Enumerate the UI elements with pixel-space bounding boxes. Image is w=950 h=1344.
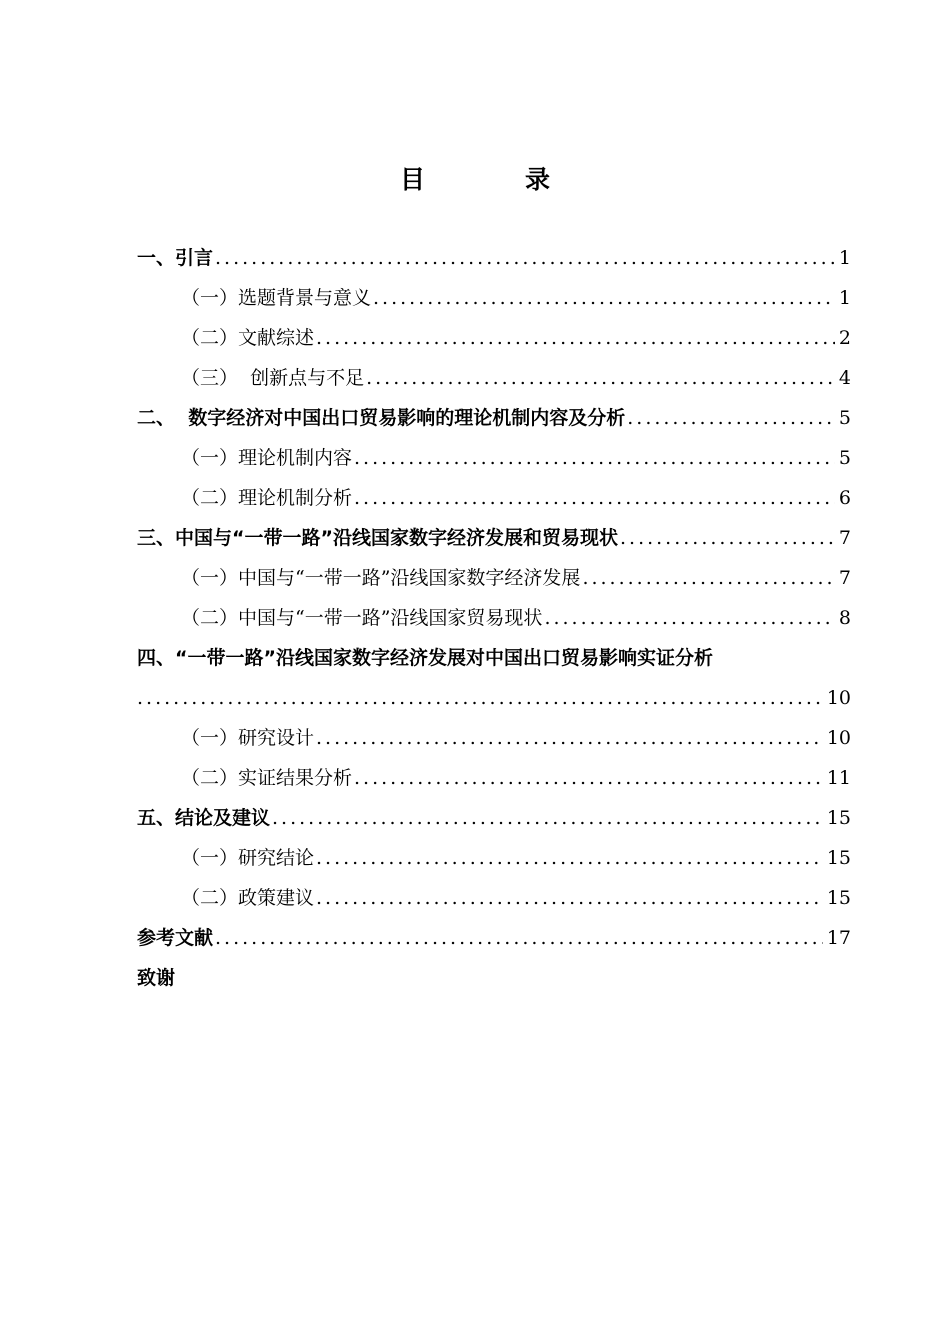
dot-leader <box>354 758 823 798</box>
title-char-1: 目 <box>399 165 425 194</box>
toc-entry-label: （一）中国与“一带一路”沿线国家数字经济发展 <box>181 567 581 589</box>
toc-entry-page: 15 <box>826 807 851 829</box>
toc-entry-page: 1 <box>838 247 851 269</box>
toc-entry-page: 7 <box>838 567 851 589</box>
table-of-contents <box>137 238 851 998</box>
toc-entry-policy[interactable] <box>137 878 851 918</box>
toc-entry-page: 17 <box>826 927 851 949</box>
toc-entry-literature-review[interactable] <box>137 318 851 358</box>
dot-leader <box>215 238 835 278</box>
toc-entry-label: 一、引言 <box>137 247 214 269</box>
dot-leader <box>366 358 835 398</box>
toc-entry-label: （一）研究设计 <box>181 727 315 749</box>
toc-entry-digital-economy[interactable] <box>137 558 851 598</box>
dot-leader <box>137 678 823 718</box>
toc-entry-label: （二）实证结果分析 <box>181 767 353 789</box>
toc-entry-label: （一）理论机制内容 <box>181 447 353 469</box>
dot-leader <box>316 318 835 358</box>
toc-entry-background[interactable] <box>137 278 851 318</box>
toc-entry-theory-content[interactable] <box>137 438 851 478</box>
toc-entry-page: 10 <box>826 727 851 749</box>
toc-entry-trade-status[interactable] <box>137 598 851 638</box>
toc-entry-page: 4 <box>838 367 851 389</box>
toc-entry-page: 8 <box>838 607 851 629</box>
toc-entry-label: 参考文献 <box>137 927 214 949</box>
dot-leader <box>316 838 823 878</box>
toc-entry-page: 5 <box>838 407 851 429</box>
toc-entry-acknowledgements[interactable] <box>137 958 851 998</box>
dot-leader <box>544 598 834 638</box>
toc-entry-empirical[interactable] <box>137 638 851 718</box>
toc-entry-label: （三） 创新点与不足 <box>181 367 365 389</box>
toc-entry-label: 致谢 <box>137 967 176 989</box>
toc-entry-label: 三、中国与“一带一路”沿线国家数字经济发展和贸易现状 <box>137 527 618 549</box>
toc-entry-page: 5 <box>838 447 851 469</box>
toc-entry-label: （二）理论机制分析 <box>181 487 353 509</box>
dot-leader <box>272 798 823 838</box>
dot-leader <box>354 438 835 478</box>
toc-entry-status[interactable] <box>137 518 851 558</box>
toc-entry-page: 7 <box>838 527 851 549</box>
toc-entry-research-design[interactable] <box>137 718 851 758</box>
dot-leader <box>627 398 835 438</box>
page-title <box>0 160 950 196</box>
toc-entry-label: 二、 数字经济对中国出口贸易影响的理论机制内容及分析 <box>137 407 626 429</box>
toc-entry-theory[interactable] <box>137 398 851 438</box>
toc-entry-page: 1 <box>838 287 851 309</box>
toc-entry-findings[interactable] <box>137 838 851 878</box>
toc-entry-label: （二）文献综述 <box>181 327 315 349</box>
dot-leader <box>582 558 834 598</box>
toc-entry-page: 15 <box>826 847 851 869</box>
toc-entry-references[interactable] <box>137 918 851 958</box>
toc-entry-page: 10 <box>826 687 851 709</box>
toc-entry-introduction[interactable] <box>137 238 851 278</box>
toc-entry-label: 四、“一带一路”沿线国家数字经济发展对中国出口贸易影响实证分析 <box>137 647 713 669</box>
toc-entry-conclusion[interactable] <box>137 798 851 838</box>
toc-entry-label: 五、结论及建议 <box>137 807 271 829</box>
toc-entry-page: 6 <box>838 487 851 509</box>
toc-entry-innovation[interactable] <box>137 358 851 398</box>
dot-leader <box>316 718 823 758</box>
dot-leader <box>373 278 835 318</box>
toc-entry-theory-analysis[interactable] <box>137 478 851 518</box>
toc-entry-page: 11 <box>826 767 851 789</box>
title-char-2: 录 <box>525 165 551 194</box>
toc-entry-page: 15 <box>826 887 851 909</box>
dot-leader <box>316 878 823 918</box>
dot-leader <box>215 918 823 958</box>
dot-leader <box>354 478 835 518</box>
toc-entry-label: （二）政策建议 <box>181 887 315 909</box>
toc-entry-page: 2 <box>838 327 851 349</box>
toc-entry-label: （二）中国与“一带一路”沿线国家贸易现状 <box>181 607 543 629</box>
toc-entry-label: （一）研究结论 <box>181 847 315 869</box>
toc-entry-results[interactable] <box>137 758 851 798</box>
toc-entry-label: （一）选题背景与意义 <box>181 287 372 309</box>
dot-leader <box>620 518 835 558</box>
